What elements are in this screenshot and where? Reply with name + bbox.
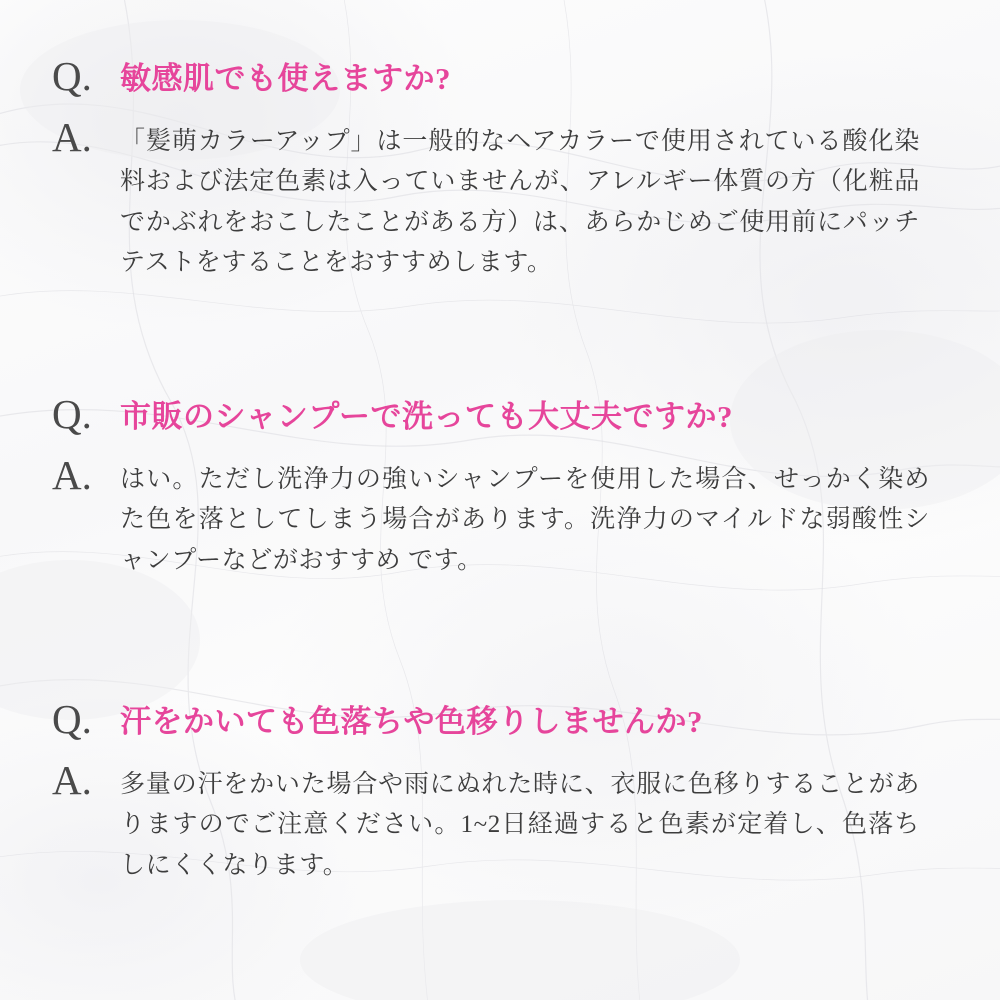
question-text: 汗をかいても色落ちや色移りしませんか? [120,704,703,739]
question-marker: Q. [52,390,92,437]
faq-item [52,696,942,886]
faq-answer-row [52,453,942,582]
question-text: 市販のシャンプーで洗っても大丈夫ですか? [120,398,733,434]
faq-question-row [52,53,942,99]
answer-text: 多量の汗をかいた場合や雨にぬれた時に、衣服に色移りすることがありますのでご注意ください。1~2日経過すると色素が定着し、色落ちしにくくなります。 [120,770,920,879]
answer-marker: A. [52,756,92,803]
answer-marker: A. [52,113,92,160]
faq-question-row [52,696,942,742]
question-marker: Q. [52,53,92,99]
answer-text: はい。ただし洗浄力の強いシャンプーを使用した場合、せっかく染めた色を落としてしまう場合があります。洗浄力のマイルドな弱酸性シャンプーなどがおすすめ です。 [120,465,930,574]
answer-marker: A. [52,451,92,498]
section-spacer [52,328,942,394]
question-marker: Q. [52,696,92,742]
answer-text: 「髪萌カラーアップ」は一般的なヘアカラーで使用されている酸化染料および法定色素は入っていませんが、アレルギー体質の方（化粧品でかぶれをおこしたことがある方）は、あらかじめご使用前にパッチテストをすることをおすすめします。 [120,127,920,277]
section-spacer [52,625,942,699]
question-text: 敏感肌でも使えますか? [120,61,451,96]
faq-answer-row [52,758,942,887]
faq-item [52,390,942,581]
faq-answer-row [52,115,942,284]
faq-item [52,53,942,284]
faq-question-row [52,390,942,437]
